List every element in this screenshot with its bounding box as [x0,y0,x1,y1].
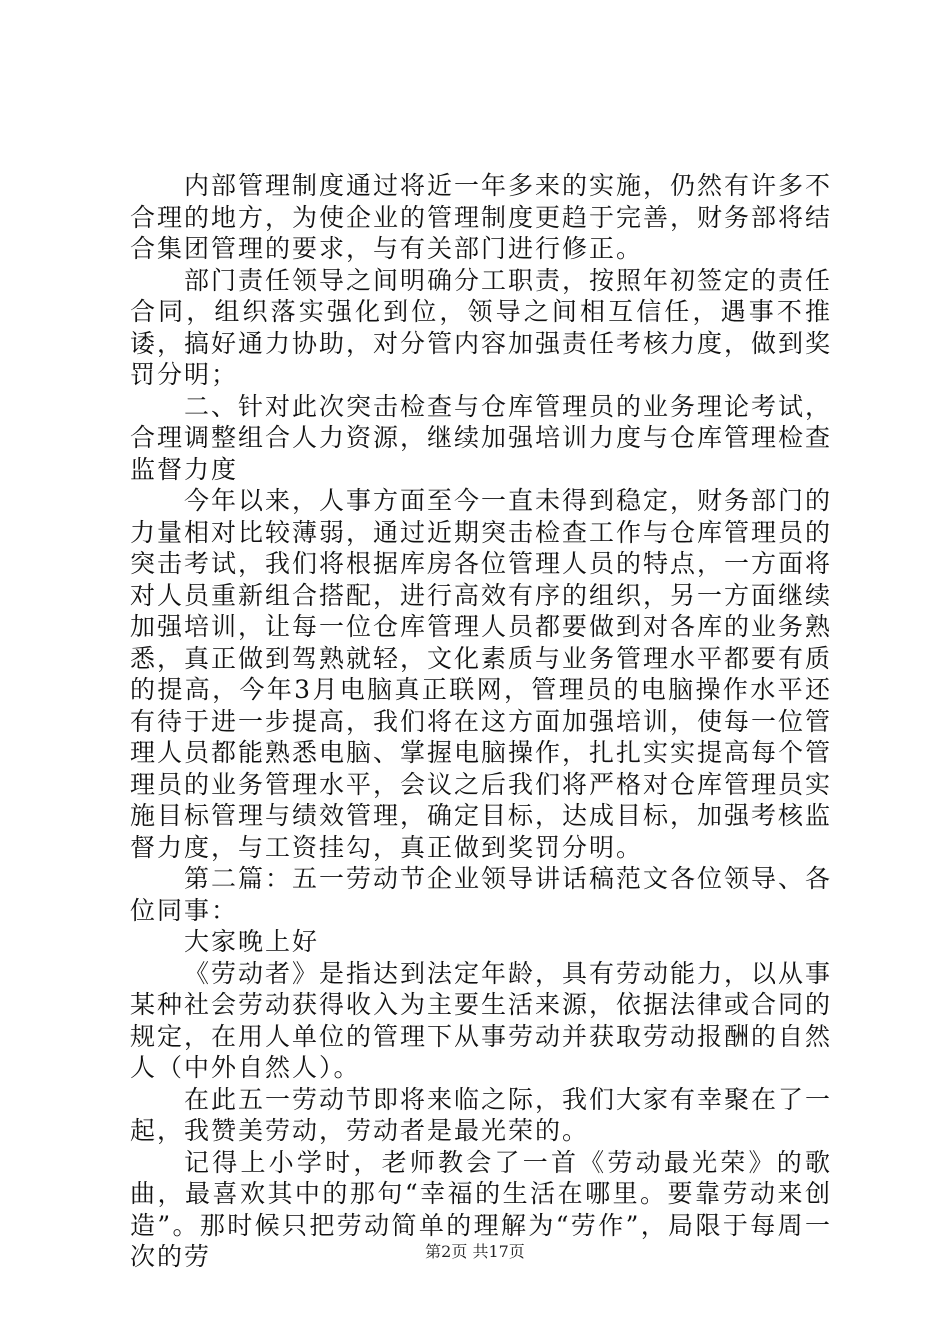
page-number: 第2页 共17页 [425,1242,525,1261]
paragraph: 记得上小学时，老师教会了一首《劳动最光荣》的歌曲，最喜欢其中的那句“幸福的生活在哪里。要靠劳动来创造”。那时候只把劳动简单的理解为“劳作”，局限于每周一次的劳 [130,1147,832,1271]
document-body [130,170,832,1273]
paragraph: 内部管理制度通过将近一年多来的实施，仍然有许多不合理的地方，为使企业的管理制度更趋于完善，财务部将结合集团管理的要求，与有关部门进行修正。 [130,171,833,263]
paragraph: 今年以来，人事方面至今一直未得到稳定，财务部门的力量相对比较薄弱，通过近期突击检查工作与仓库管理员的突击考试，我们将根据库房各位管理人员的特点，一方面将对人员重新组合搭配，进行高效有序的组织，另一方面继续加强培训，让每一位仓库管理人员都要做到对各库的业务熟悉，真正做到驾熟就轻，文化素质与业务管理水平都要有质的提高，今年3月电脑真正联网，管理员的电脑操作水平还有待于进一步提高，我们将在这方面加强培训，使每一位管理人员都能熟悉电脑、掌握电脑操作，扎扎实实提高每个管理员的业务管理水平，会议之后我们将严格对仓库管理员实施目标管理与绩效管理，确定目标，达成目标，加强考核监督力度，与工资挂勾，真正做到奖罚分明。 [130,486,833,862]
greeting: 大家晚上好 [184,927,320,956]
paragraph: 部门责任领导之间明确分工职责，按照年初签定的责任合同，组织落实强化到位，领导之间相互信任，遇事不推诿，搞好通力协助，对分管内容加强责任考核力度，做到奖罚分明； [130,265,833,389]
section-heading: 第二篇：五一劳动节企业领导讲话稿范文各位领导、各位同事： [130,864,833,925]
paragraph: 二、针对此次突击检查与仓库管理员的业务理论考试，合理调整组合人力资源，继续加强培训力度与仓库管理检查监督力度 [130,391,833,484]
paragraph: 在此五一劳动节即将来临之际，我们大家有幸聚在了一起，我赞美劳动，劳动者是最光荣的。 [130,1084,833,1145]
paragraph: 《劳动者》是指达到法定年龄，具有劳动能力，以从事某种社会劳动获得收入为主要生活来源，依据法律或合同的规定，在用人单位的管理下从事劳动并获取劳动报酬的自然人（中外自然人）。 [130,958,833,1082]
